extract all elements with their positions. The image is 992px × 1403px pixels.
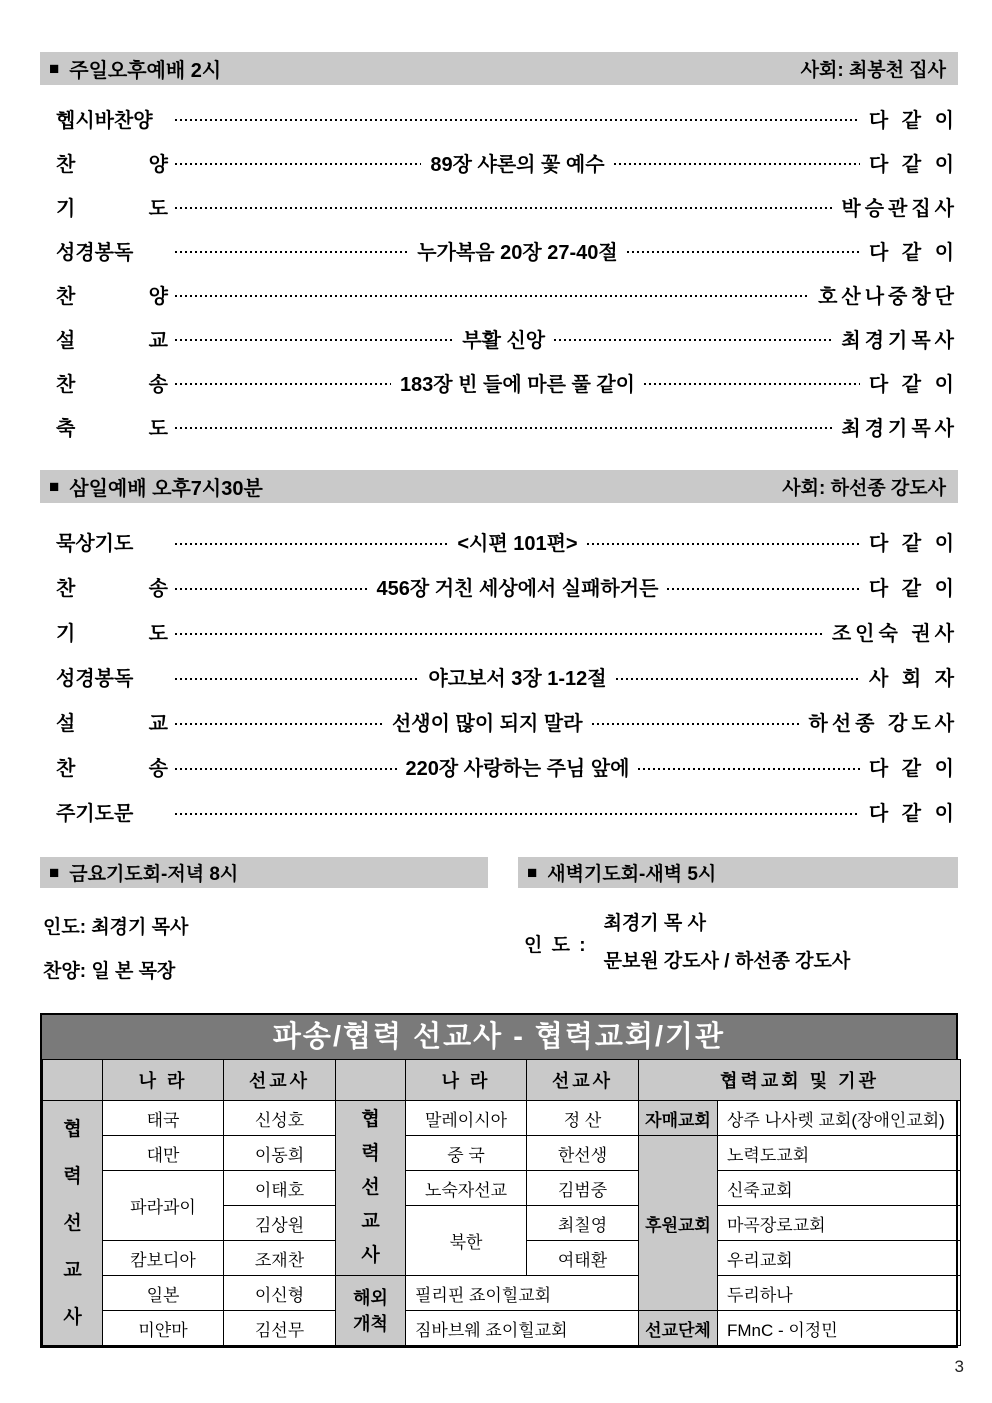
prayer-meetings-row [40, 857, 958, 983]
table-header-corner [336, 1060, 406, 1101]
section-header-left [49, 54, 221, 83]
partner-church-cell: FMnC - 이정민 [718, 1311, 961, 1346]
worship-item-person: 최경기목사 [841, 417, 958, 440]
country-cell: 대만 [103, 1136, 224, 1171]
missionary-cell: 이태호 [224, 1171, 336, 1206]
dotted-leader [175, 163, 421, 165]
section-bullet-icon: ■ [49, 477, 60, 496]
country-cell: 북한 [406, 1206, 527, 1276]
table-header-missionary: 선교사 [527, 1060, 639, 1101]
missions-table-block [40, 1013, 958, 1348]
worship-item-label: 찬 송 [56, 578, 168, 600]
section-title: 삼일예배 오후7시30분 [69, 478, 263, 500]
table-row [43, 1171, 961, 1206]
worship-item-person: 최경기목사 [841, 329, 959, 352]
worship-item-person: 사 회 자 [868, 668, 959, 690]
section-header-wednesday [40, 470, 958, 503]
worship-item-label: 찬 양 [56, 153, 168, 176]
missionary-cell: 여태환 [527, 1241, 639, 1276]
dotted-leader [175, 543, 448, 545]
worship-item-label: 찬 양 [56, 285, 168, 308]
worship-row [56, 228, 958, 272]
partner-type-cell: 자매교회 [639, 1101, 718, 1136]
dawn-leader-line-2: 문보원 강도사 / 하선종 강도사 [603, 951, 851, 972]
worship-row [56, 272, 958, 316]
table-header-country: 나 라 [103, 1060, 224, 1101]
dotted-leader [175, 633, 823, 635]
country-cell: 미얀마 [103, 1311, 224, 1346]
worship-item-label: 성경봉독 [56, 241, 134, 264]
page-number: 3 [954, 1357, 964, 1376]
country-cell: 캄보디아 [103, 1241, 224, 1276]
worship-item-detail: 456장 거친 세상에서 실패하거든 [376, 578, 659, 600]
overseas-church-cell: 필리핀 죠이힐교회 [406, 1276, 639, 1311]
worship-item-detail: 183장 빈 들에 마른 풀 같이 [399, 373, 635, 396]
worship-item-detail: 선생이 많이 되지 말라 [391, 713, 583, 735]
worship-item-person: 다 같 이 [868, 153, 959, 176]
dawn-leader-label: 인 도 : [524, 934, 588, 956]
partner-church-cell: 마곡장로교회 [718, 1206, 961, 1241]
worship-order-sunday [40, 85, 958, 448]
dotted-leader [175, 678, 419, 680]
missionary-cell: 정 산 [527, 1101, 639, 1136]
worship-row [56, 96, 958, 140]
missionary-cell: 이동희 [224, 1136, 336, 1171]
country-cell: 노숙자선교 [406, 1171, 527, 1206]
worship-item-detail: 누가복음 20장 27-40절 [417, 241, 618, 264]
missions-table-title: 파송/협력 선교사 - 협력교회/기관 [42, 1015, 956, 1059]
worship-item-label: 찬 송 [56, 758, 168, 780]
section-title: 금요기도회-저녁 8시 [69, 864, 239, 885]
dotted-leader [614, 163, 860, 165]
section-bullet-icon: ■ [49, 863, 60, 882]
dawn-leader-names [604, 905, 851, 981]
group-label-vertical: 협력선교사 [361, 1109, 380, 1266]
dotted-leader [175, 383, 391, 385]
worship-item-person: 다 같 이 [868, 803, 958, 825]
dotted-leader [175, 251, 408, 253]
worship-row [56, 564, 958, 609]
missionary-cell: 신성호 [224, 1101, 336, 1136]
partner-church-cell: 상주 나사렛 교회(장애인교회) [718, 1101, 961, 1136]
dotted-leader [175, 588, 368, 590]
section-header-dawn-prayer [518, 857, 958, 888]
worship-order-wednesday [40, 503, 958, 834]
section-header-sunday-afternoon [40, 52, 958, 85]
worship-row [56, 519, 958, 564]
table-header-country: 나 라 [406, 1060, 527, 1101]
table-row [43, 1101, 961, 1136]
dotted-leader [175, 295, 809, 297]
worship-item-detail: 야고보서 3장 1-12절 [428, 668, 607, 690]
worship-item-label: 설 교 [56, 713, 168, 735]
worship-row [56, 404, 958, 448]
group-label-overseas: 해외 개척 [353, 1287, 388, 1334]
section-bullet-icon: ■ [49, 59, 60, 78]
worship-row [56, 789, 958, 834]
worship-item-label: 성경봉독 [56, 668, 134, 690]
dotted-leader [175, 207, 832, 209]
section-header-left [527, 859, 716, 886]
worship-item-label: 주기도문 [56, 803, 134, 825]
partner-type-cell: 후원교회 [639, 1136, 718, 1311]
worship-item-person: 다 같 이 [868, 758, 958, 780]
dotted-leader [592, 723, 800, 725]
friday-praise-line: 찬양: 일 본 목장 [43, 961, 176, 982]
table-row [43, 1311, 961, 1346]
dotted-leader [638, 768, 860, 770]
worship-item-label: 헵시바찬양 [56, 109, 153, 132]
table-row [43, 1136, 961, 1171]
table-header-partners: 협력교회 및 기관 [639, 1060, 961, 1101]
dotted-leader [644, 383, 860, 385]
worship-item-person: 다 같 이 [868, 241, 959, 264]
group-label-cell [336, 1276, 406, 1346]
worship-row [56, 654, 958, 699]
worship-item-person: 다 같 이 [868, 533, 959, 555]
dotted-leader [175, 119, 860, 121]
country-cell: 일본 [103, 1276, 224, 1311]
worship-item-detail: 부활 신앙 [462, 329, 546, 352]
dotted-leader [175, 768, 397, 770]
worship-item-label: 묵상기도 [56, 533, 134, 555]
group-label-cell [43, 1101, 103, 1346]
section-header-left [49, 859, 238, 886]
dotted-leader [175, 427, 832, 429]
friday-leader-line: 인도: 최경기 목사 [43, 917, 189, 938]
table-header-missionary: 선교사 [224, 1060, 336, 1101]
worship-row [56, 184, 958, 228]
worship-item-person: 조인숙 권사 [831, 623, 958, 645]
worship-row [56, 360, 958, 404]
dotted-leader [627, 251, 860, 253]
dotted-leader [616, 678, 860, 680]
missionary-cell: 한선생 [527, 1136, 639, 1171]
partner-church-cell: 신죽교회 [718, 1171, 961, 1206]
dotted-leader [175, 339, 453, 341]
worship-item-detail: 89장 샤론의 꽃 예수 [430, 153, 605, 176]
partner-church-cell: 우리교회 [718, 1241, 961, 1276]
section-moderator: 사회: 하선종 강도사 [782, 478, 946, 499]
section-header-left [49, 472, 263, 501]
worship-item-person: 다 같 이 [868, 373, 958, 396]
partner-church-cell: 노력도교회 [718, 1136, 961, 1171]
worship-item-detail: 220장 사랑하는 주님 앞에 [405, 758, 630, 780]
missionary-cell: 김범중 [527, 1171, 639, 1206]
dotted-leader [175, 813, 860, 815]
overseas-church-cell: 짐바브웨 죠이힐교회 [406, 1311, 639, 1346]
section-title: 주일오후예배 2시 [69, 60, 222, 82]
missionary-cell: 최칠영 [527, 1206, 639, 1241]
dotted-leader [667, 588, 860, 590]
worship-row [56, 609, 958, 654]
missions-table [42, 1059, 961, 1346]
worship-item-label: 축 도 [56, 417, 168, 440]
section-title: 새벽기도회-새벽 5시 [547, 864, 717, 885]
dotted-leader [587, 543, 860, 545]
table-header-corner [43, 1060, 103, 1101]
worship-item-label: 기 도 [56, 197, 168, 220]
worship-row [56, 699, 958, 744]
missionary-cell: 이신형 [224, 1276, 336, 1311]
worship-item-person: 다 같 이 [868, 578, 958, 600]
partner-church-cell: 두리하나 [718, 1276, 961, 1311]
worship-item-detail: <시편 101편> [457, 533, 578, 555]
dawn-leaders-row [518, 905, 958, 981]
worship-item-person: 박승관집사 [841, 197, 958, 220]
section-bullet-icon: ■ [527, 863, 538, 882]
worship-item-person: 하선종 강도사 [808, 713, 959, 735]
table-row [43, 1276, 961, 1311]
country-cell: 중 국 [406, 1136, 527, 1171]
section-header-friday-prayer [40, 857, 488, 888]
dawn-leader-line-1: 최경기 목 사 [603, 913, 706, 934]
country-cell: 말레이시아 [406, 1101, 527, 1136]
dawn-prayer-block [518, 857, 958, 983]
dotted-leader [554, 339, 832, 341]
missionary-cell: 김상원 [224, 1206, 336, 1241]
worship-row [56, 140, 958, 184]
missionary-cell: 김선무 [224, 1311, 336, 1346]
section-moderator: 사회: 최봉천 집사 [800, 60, 946, 81]
friday-prayer-block [40, 857, 488, 983]
worship-item-person: 다 같 이 [868, 109, 958, 132]
dotted-leader [175, 723, 383, 725]
worship-item-label: 설 교 [56, 329, 168, 352]
country-cell: 파라과이 [103, 1171, 224, 1241]
group-label-vertical: 협력선교사 [63, 1118, 82, 1328]
worship-row [56, 744, 958, 789]
worship-item-label: 기 도 [56, 623, 168, 645]
group-label-cell [336, 1101, 406, 1276]
country-cell: 태국 [103, 1101, 224, 1136]
partner-type-cell: 선교단체 [639, 1311, 718, 1346]
worship-item-label: 찬 송 [56, 373, 168, 396]
missionary-cell: 조재찬 [224, 1241, 336, 1276]
worship-item-person: 호산나중창단 [818, 285, 958, 308]
table-header-row [43, 1060, 961, 1101]
worship-row [56, 316, 958, 360]
